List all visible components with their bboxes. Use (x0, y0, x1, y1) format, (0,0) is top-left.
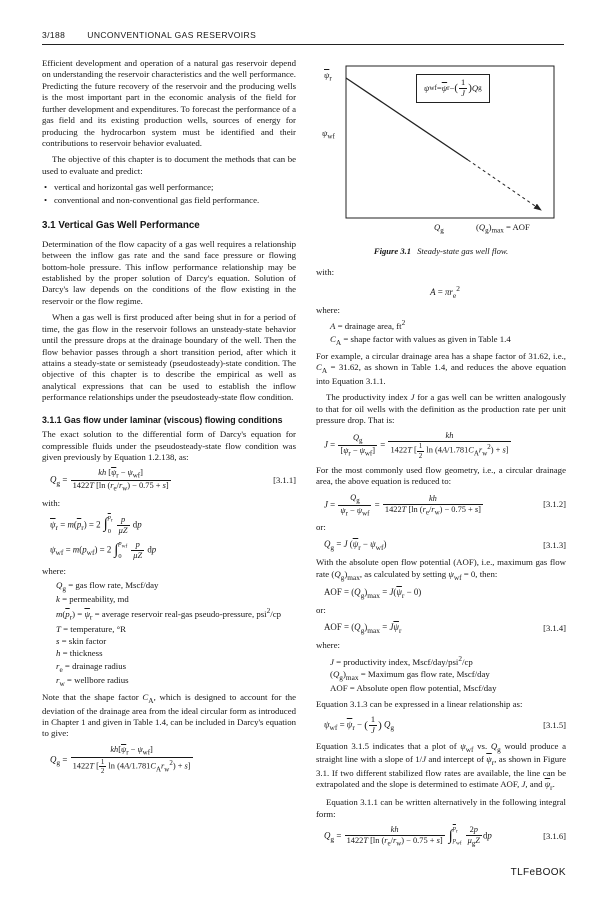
with-label: with: (316, 267, 335, 278)
page-number: 3/188 (42, 30, 66, 40)
paragraph: Equation 3.1.5 indicates that a plot of $\psi_{wf}$ vs. $Q_g$ would produce a straight line with a slope of 1/J and intercept of $\overline{\psi}_r$, as shown in Figure 3.1. If two different stabilized flow rates are available, the line can be extrapolated and the slope is determined to estimate AOF, J, and $\overline{\psi}_r$. (316, 740, 567, 792)
bullet-list (44, 182, 296, 206)
page-header (42, 30, 564, 45)
paragraph: With the absolute open flow potential (AOF), i.e., maximum gas flow rate $(Q_g)_{max}$, as calculated by setting $\psi_{wf} = 0$, then: (316, 557, 566, 582)
equation-tag: [3.1.2] (543, 499, 566, 510)
figure-ylabel-psiwf: $\psi_{wf}$ (322, 128, 335, 141)
equation-body: AOF = $(Q_g)_{max} = J\overline{\psi}_r$ (324, 621, 402, 635)
equation-tag: [3.1.1] (273, 475, 296, 486)
equation-body: J = $\frac{Q_g}{\overline{\psi}_r - \psi_{wf}}$ = $\frac{kh}{1422T [\ln (r_e/r_w) - 0.75 + s]}$ (324, 492, 481, 518)
paragraph: Efficient development and operation of a natural gas reservoir depend on understanding the reservoir characteristics and the well performance. Predicting the future recovery of the reservoir and the producing wells is the most important part in the economic analysis of the field for further development and expenditures. To forecast the performance of a gas field and its existing production wells, sources of energy for producing the hydrocarbon system must be identified and their contributions to reservoir behavior evaluated. (42, 58, 296, 148)
definition-item: A = drainage area, $ft^2$ (330, 318, 406, 332)
definition-item: s = skin factor (56, 636, 107, 646)
watermark: TLFeBOOK (510, 867, 566, 878)
definition-list (316, 318, 566, 347)
figure-xlabel-qg: $Q_g$ (434, 222, 444, 235)
bullet-item (44, 195, 296, 206)
equation-3-1-3 (324, 539, 566, 552)
definition-item: J = productivity index, Mscf/day/psi$^2$/cp (330, 653, 473, 667)
paragraph: For the most commonly used flow geometry, i.e., a circular drainage area, the above equation is reduced to: (316, 464, 566, 487)
definition-list (316, 654, 566, 695)
where-label: where: (316, 640, 340, 651)
paragraph: Equation 3.1.1 can be written alternatively in the following integral form: (316, 797, 566, 819)
definition-item: k = permeability, md (56, 593, 129, 604)
equation-3-1-1 (50, 468, 296, 493)
figure-caption (316, 246, 566, 257)
bullet-text: vertical and horizontal gas well performance; (54, 182, 214, 193)
figure-3-1 (316, 62, 566, 257)
equation-body: $\psi_{wf} = m(p_{wf}) = 2$ ∫ $p_{wf}$ 0 $\frac{p}{\mu Z}$ dp (50, 539, 157, 561)
equation-body: $\psi_{wf} = \overline{\psi}_r$ − ( $\frac{1}{J}$ ) $Q_g$ (324, 715, 395, 736)
paragraph: The productivity index J for a gas well can be written analogously to that for oil wells with the definition as the production rate per unit pressure drop. That is: (316, 392, 566, 425)
equation-psi-wf (50, 540, 296, 561)
definition-list (42, 580, 296, 689)
figure-caption-text: Steady-state gas well flow. (417, 246, 509, 256)
figure-ylabel-psir: $\overline{\psi}_r$ (324, 70, 332, 83)
figure-caption-number: Figure 3.1 (373, 246, 412, 256)
definition-item: $C_A$ = shape factor with values as given in Table 1.4 (330, 333, 511, 347)
equation-body: $Q_g$ = $\frac{kh}{1422T [\ln (r_e/r_w) - 0.75 + s]}$ ∫ $\overline{p}_r$ $p_{wf}$ $\frac{2p}{\mu_gZ}$ dp (324, 825, 492, 848)
or-label: or: (316, 605, 326, 616)
with-label: with: (42, 498, 61, 509)
equation-body: $Q_g$ = $\frac{kh [\overline{\psi}_r - \psi_{wf}]}{1422T [\ln (r_e/r_w) - 0.75 + s]}$ (50, 468, 169, 493)
figure-boxed-equation: ψ wf = $\overline{\psi}$ r − ( $\frac{1}{J}$ ) Q g (416, 74, 490, 103)
paragraph: When a gas well is first produced after being shut in for a period of time, the gas flow in the reservoir follows an unsteady-state behavior until the pressure drops at the drainage boundary of the well. Then the flow behavior passes through a short transition period, after which it attains a steady-state or semisteady (pseudosteady)-state condition. The objective of this chapter is to describe the empirical as well as analytical expressions that can be used to establish the inflow performance relationships under the pseudosteady-state flow condition. (42, 312, 296, 403)
equation-3-1-4 (324, 622, 566, 635)
equation-psi-r (50, 515, 296, 536)
where-label: where: (42, 566, 66, 577)
equation-3-1-2 (324, 493, 566, 518)
column-left (42, 58, 296, 780)
equation-body: $Q_g = J$ $(\overline{\psi}_r - \psi_{wf})$ (324, 538, 387, 552)
section-heading-3-1: 3.1 Vertical Gas Well Performance (42, 220, 200, 232)
definition-item: $Q_g$ = gas flow rate, Mscf/day (56, 579, 159, 593)
figure-aof-annotation: $(Q_g)_{max}$ = AOF (476, 222, 530, 235)
equation-productivity-index (324, 431, 566, 459)
equation-tag: [3.1.3] (543, 540, 566, 551)
subsection-heading-3-1-1: 3.1.1 Gas flow under laminar (viscous) flowing conditions (42, 414, 283, 425)
paragraph: Equation 3.1.3 can be expressed in a linear relationship as: (316, 698, 523, 709)
equation-tag: [3.1.4] (543, 622, 566, 633)
definition-item: $(Q_g)_{max}$ = Maximum gas flow rate, Mscf/day (330, 669, 490, 682)
equation-aof-unnumbered (324, 587, 566, 600)
definition-item: $m(\overline{p}_r) = \overline{\psi}_r$ = average reservoir real-gas pseudo-pressure, psi$^2$/cp (56, 606, 282, 623)
equation-tag: [3.1.5] (543, 719, 566, 730)
equation-body: $Q_g$ = $kh[\overline{\psi}_r - \psi_{wf}]$ 1422T [ $\frac{1}{2}$ $\ln (4A/1.781C_Ar_w^2) + s$] (50, 744, 191, 776)
bullet-marker-icon: • (44, 194, 48, 205)
definition-item: AOF = Absolute open flow potential, Mscf/day (330, 683, 497, 694)
bullet-item (44, 182, 296, 193)
figure-plot (316, 62, 566, 240)
definition-item: T = temperature, °R (56, 623, 127, 634)
equation-body: J = $\frac{Q_g}{[\overline{\psi}_r - \psi_{wf}]}$ = kh 1422T [ $\frac{1}{2}$ $\ln (4A/1.781C_Ar_w^2) + s$] (324, 431, 509, 460)
equation-area (324, 284, 566, 300)
definition-item: $r_e$ = drainage radius (56, 660, 127, 674)
equation-body: $A = \pi r_e^2$ (430, 283, 460, 300)
equation-3-1-6 (324, 825, 566, 848)
paragraph: The exact solution to the differential form of Darcy's equation for compressible fluids under the pseudosteady-state flow condition was given previously by Equation 1.2.138, as: (42, 429, 296, 462)
or-label: or: (316, 522, 326, 533)
equation-body: $\overline{\psi}_r = m(\overline{p}_r) = 2$ ∫ $\overline{p}_r$ 0 $\frac{p}{\mu Z}$ dp (50, 514, 142, 535)
bullet-text: conventional and non-conventional gas field performance. (54, 194, 260, 205)
paragraph: Note that the shape factor $C_A$, which is designed to account for the deviation of the drainage area from the ideal circular form as introduced in Chapter 1 and given in Table 1.4, can be included in Darcy's equation to give: (42, 692, 296, 739)
equation-body: AOF = $(Q_g)_{max} = J(\overline{\psi}_r - 0)$ (324, 587, 422, 600)
equation-shape-factor (50, 745, 296, 775)
definition-item: $r_w$ = wellbore radius (56, 675, 129, 688)
bullet-marker-icon: • (44, 182, 48, 193)
paragraph: For example, a circular drainage area has a shape factor of 31.62, i.e., $C_A = 31.62$, as shown in Table 1.4, and reduces the above equation into Equation 3.1.1. (316, 351, 566, 386)
equation-3-1-5 (324, 715, 566, 736)
column-right (316, 58, 566, 853)
paragraph: Determination of the flow capacity of a gas well requires a relationship between the inflow gas rate and the sand face pressure or flowing bottom-hole pressure. This inflow performance relationship may be established by the proper solution of Darcy's equation. Solution of Darcy's law depends on the conditions of the flow existing in the reservoir or the flow regime. (42, 238, 296, 306)
where-label: where: (316, 304, 340, 315)
definition-item: h = thickness (56, 648, 103, 659)
equation-tag: [3.1.6] (543, 830, 566, 841)
running-title: UNCONVENTIONAL GAS RESERVOIRS (87, 30, 257, 40)
paragraph: The objective of this chapter is to document the methods that can be used to evaluate and predict: (42, 154, 296, 176)
